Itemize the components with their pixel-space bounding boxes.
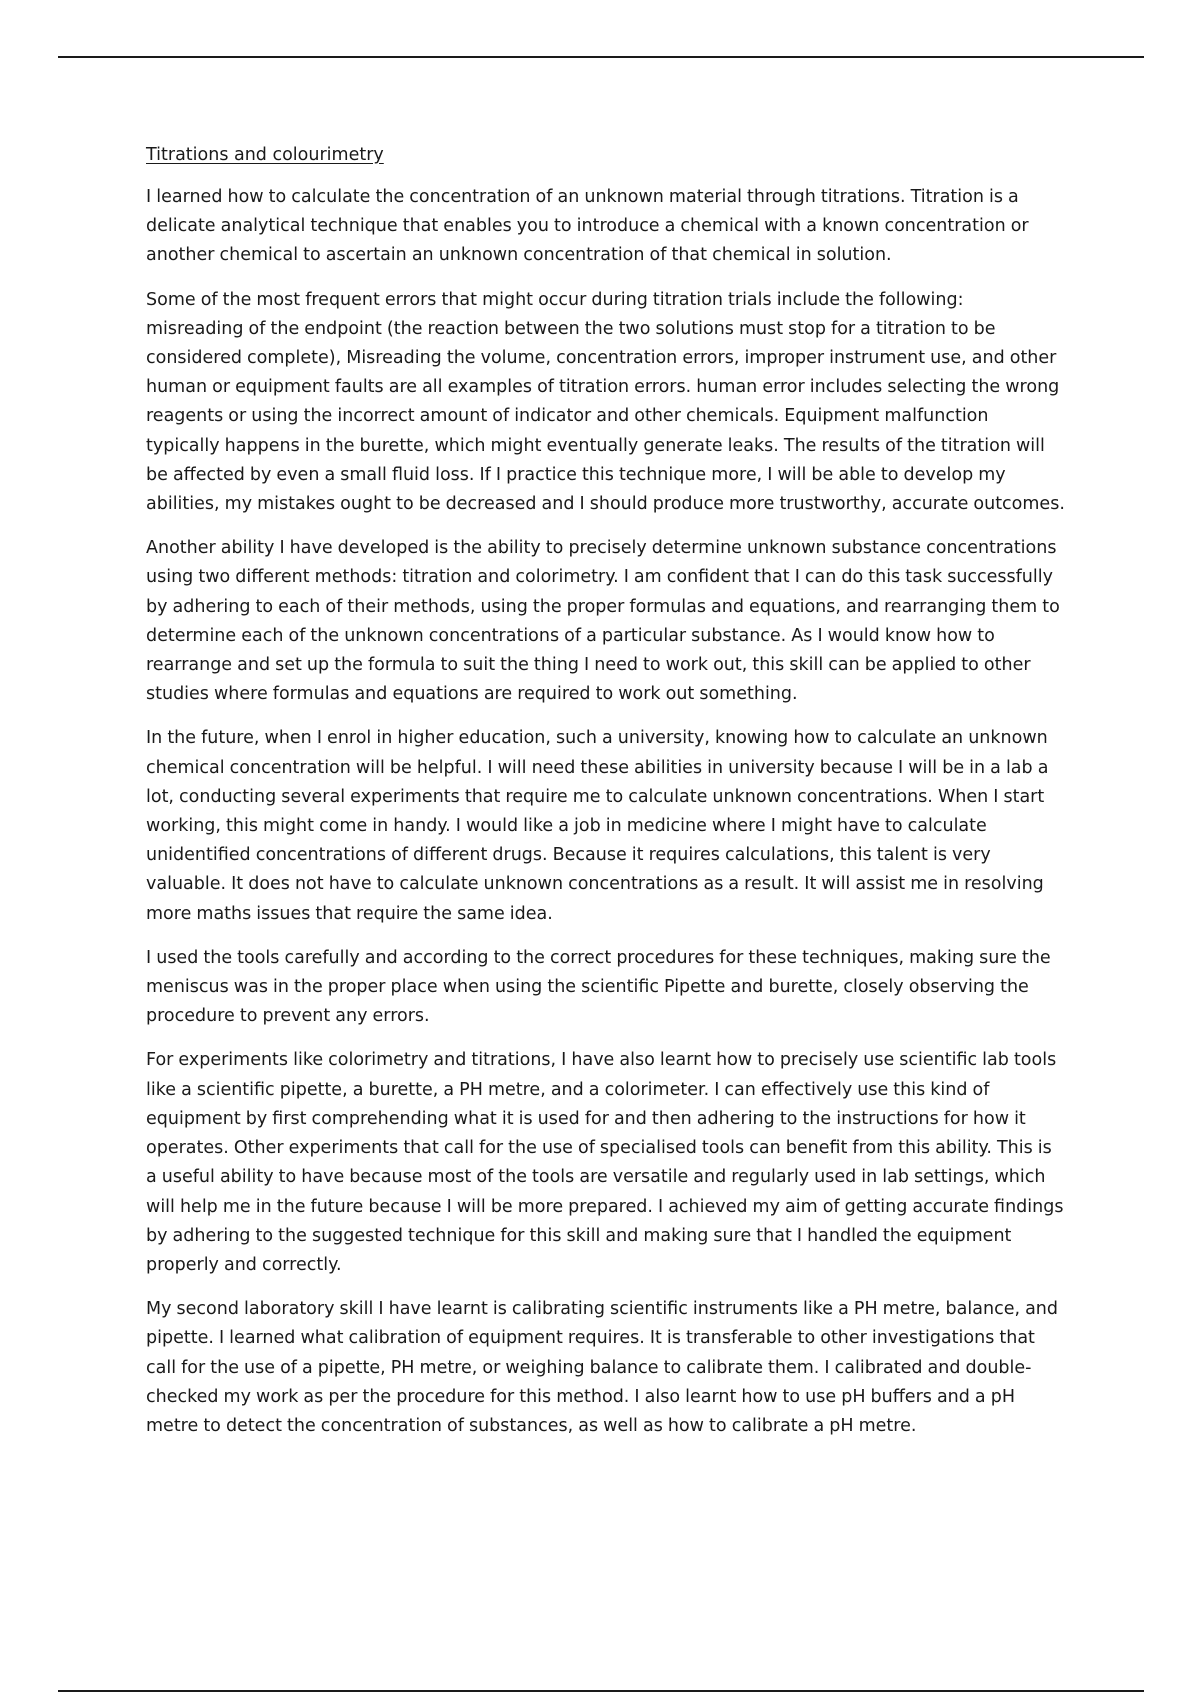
section-title: Titrations and colourimetry [146,145,384,165]
paragraph-lab-tools: For experiments like colorimetry and titrations, I have also learnt how to precisely use scientific lab tools like a scientific pipette, a burette, a PH metre, and a colorimeter. I can effectively use this kind of equipment by first comprehending what it is used for and then adhering to the instructions for how it operates. Other experiments that call for the use of specialised tools can benefit from this ability. This is a useful ability to have because most of the tools are versatile and regularly used in lab settings, which will help me in the future because I will be more prepared. I achieved my aim of getting accurate findings by adhering to the suggested technique for this skill and making sure that I handled the equipment properly and correctly. [146,1050,1064,1275]
header-rule [58,56,1144,58]
paragraph-concentration-methods: Another ability I have developed is the ability to precisely determine unknown substance concentrations using two different methods: titration and colorimetry. I am confident that I can do this task successfully by adhering to each of their methods, using the proper formulas and equations, and rearranging them to determine each of the unknown concentrations of a particular substance. As I would know how to rearrange and set up the formula to suit the thing I need to work out, this skill can be applied to other studies where formulas and equations are required to work out something. [146,538,1060,705]
paragraph-titration-errors: Some of the most frequent errors that might occur during titration trials include the following: misreading of the endpoint (the reaction between the two solutions must stop for a titration to be considered complete), Misreading the volume, concentration errors, improper instrument use, and other human or equipment faults are all examples of titration errors. human error includes selecting the wrong reagents or using the incorrect amount of indicator and other chemicals. Equipment malfunction typically happens in the burette, which might eventually generate leaks. The results of the titration will be affected by even a small fluid loss. If I practice this technique more, I will be able to develop my abilities, my mistakes ought to be decreased and I should produce more trustworthy, accurate outcomes. [146,289,1065,515]
footer-rule [58,1690,1144,1692]
paragraph-titration-intro: I learned how to calculate the concentration of an unknown material through titrations. Titration is a delicate analytical technique that enables you to introduce a chemical with a known concentration or another chemical to ascertain an unknown concentration of that chemical in solution. [146,187,1029,266]
document-body [146,143,1066,1456]
paragraph-tool-procedures: I used the tools carefully and according to the correct procedures for these techniques, making sure the meniscus was in the proper place when using the scientific Pipette and burette, closely observing the procedure to prevent any errors. [146,947,1051,1027]
paragraph-future-use: In the future, when I enrol in higher education, such a university, knowing how to calculate an unknown chemical concentration will be helpful. I will need these abilities in university because I will be in a lab a lot, conducting several experiments that require me to calculate unknown concentrations. When I start working, this might come in handy. I would like a job in medicine where I might have to calculate unidentified concentrations of different drugs. Because it requires calculations, this talent is very valuable. It does not have to calculate unknown concentrations as a result. It will assist me in resolving more maths issues that require the same idea. [146,728,1049,924]
paragraph-calibration: My second laboratory skill I have learnt is calibrating scientific instruments like a PH metre, balance, and pipette. I learned what calibration of equipment requires. It is transferable to other investigations that call for the use of a pipette, PH metre, or weighing balance to calibrate them. I calibrated and double-checked my work as per the procedure for this method. I also learnt how to use pH buffers and a pH metre to detect the concentration of substances, as well as how to calibrate a pH metre. [146,1299,1059,1436]
